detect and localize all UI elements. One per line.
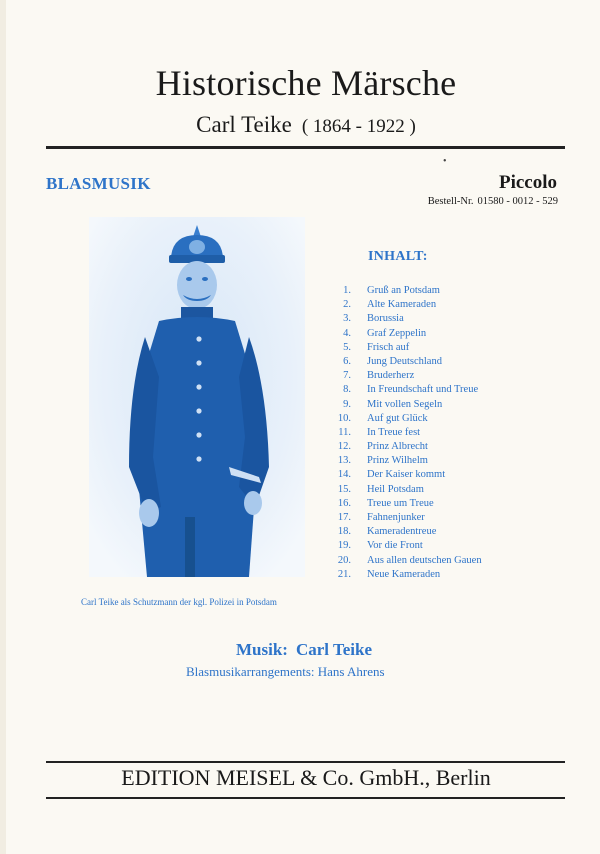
contents-item-title: Fahnenjunker	[367, 512, 425, 523]
genre-label: BLASMUSIK	[46, 174, 151, 193]
contents-item-title: Graf Zeppelin	[367, 327, 427, 339]
contents-item-number: 19.	[337, 540, 351, 552]
contents-item-title: In Treue fest	[367, 426, 421, 438]
contents-item-number: 20.	[337, 554, 351, 566]
contents-item-title: Heil Potsdam	[367, 483, 424, 495]
contents-item-number: 16.	[337, 497, 351, 509]
music-composer: Carl Teike	[295, 640, 373, 659]
ink-speck: •	[443, 156, 447, 167]
contents-item	[306, 525, 546, 539]
contents-item-number: 14.	[337, 469, 351, 481]
composer-portrait	[89, 217, 305, 577]
contents-list	[306, 284, 546, 582]
contents-item-title: In Freundschaft und Treue	[367, 384, 479, 396]
contents-item-title: Auf gut Glück	[367, 412, 428, 424]
contents-item	[306, 483, 546, 497]
contents-item-number: 7.	[343, 370, 351, 382]
instrument-label: Piccolo	[498, 172, 557, 193]
order-number	[428, 196, 558, 207]
contents-item-number: 18.	[337, 526, 351, 538]
contents-item-number: 8.	[343, 384, 351, 396]
music-label: Musik:	[236, 640, 288, 659]
contents-item-title: Prinz Wilhelm	[367, 455, 428, 467]
contents-item	[306, 369, 546, 383]
contents-item	[306, 568, 546, 582]
photo-caption: Carl Teike als Schutzmann der kgl. Polizei in Potsdam	[81, 597, 277, 607]
contents-item	[306, 298, 546, 312]
contents-item-title: Vor die Front	[367, 540, 423, 552]
contents-item-number: 6.	[343, 355, 351, 367]
contents-item	[306, 454, 546, 468]
composer-name: Carl Teike	[196, 112, 292, 137]
contents-item	[306, 468, 546, 482]
page-title: Historische Märsche	[155, 63, 457, 103]
contents-item	[306, 554, 546, 568]
contents-item-title: Alte Kameraden	[367, 299, 437, 311]
contents-item-title: Gruß an Potsdam	[367, 285, 440, 296]
contents-item-number: 12.	[337, 441, 351, 453]
contents-item	[306, 355, 546, 369]
contents-item-number: 17.	[337, 512, 351, 523]
order-number-label: Bestell-Nr.	[427, 196, 474, 207]
top-divider	[46, 146, 565, 149]
contents-item-number: 10.	[337, 412, 351, 424]
contents-item-title: Prinz Albrecht	[367, 441, 428, 453]
contents-item-title: Frisch auf	[367, 341, 410, 353]
contents-item-number: 3.	[343, 313, 351, 325]
portrait-illustration	[89, 217, 305, 577]
contents-item-number: 15.	[337, 483, 351, 495]
contents-item-number: 21.	[337, 568, 351, 580]
contents-heading: INHALT:	[368, 249, 428, 264]
contents-item-number: 2.	[343, 299, 351, 311]
contents-item	[306, 426, 546, 440]
contents-item	[306, 312, 546, 326]
contents-item-title: Der Kaiser kommt	[367, 469, 446, 481]
contents-item-title: Jung Deutschland	[367, 355, 442, 367]
contents-item	[306, 539, 546, 553]
contents-item-title: Neue Kameraden	[367, 568, 441, 580]
contents-item-number: 11.	[338, 426, 351, 438]
contents-item	[306, 284, 546, 298]
contents-item	[306, 341, 546, 355]
bottom-divider-lower	[46, 797, 565, 799]
contents-item-title: Borussia	[367, 313, 404, 325]
contents-item	[306, 398, 546, 412]
order-number-value: 01580 - 0012 - 529	[477, 196, 558, 207]
contents-item-title: Mit vollen Segeln	[367, 398, 443, 410]
contents-item-number: 9.	[343, 398, 351, 410]
contents-item-title: Kameradentreue	[367, 526, 437, 538]
contents-item-number: 13.	[337, 455, 351, 467]
contents-item	[306, 327, 546, 341]
contents-item-title: Aus allen deutschen Gauen	[367, 554, 482, 566]
arrangement-credit: Blasmusikarrangements: Hans Ahrens	[186, 664, 385, 679]
contents-item-number: 1.	[343, 285, 351, 296]
contents-item	[306, 383, 546, 397]
contents-item	[306, 497, 546, 511]
contents-item-title: Bruderherz	[367, 370, 415, 382]
contents-item	[306, 511, 546, 525]
composer-years: ( 1864 - 1922 )	[301, 116, 416, 137]
contents-item-number: 4.	[343, 327, 351, 339]
publisher-name: EDITION MEISEL & Co. GmbH., Berlin	[121, 765, 491, 790]
bottom-divider-upper	[46, 761, 565, 763]
music-credit	[236, 640, 372, 660]
contents-item-title: Treue um Treue	[367, 497, 434, 509]
composer-line	[6, 112, 600, 138]
contents-item-number: 5.	[343, 341, 351, 353]
contents-item	[306, 440, 546, 454]
contents-item	[306, 412, 546, 426]
